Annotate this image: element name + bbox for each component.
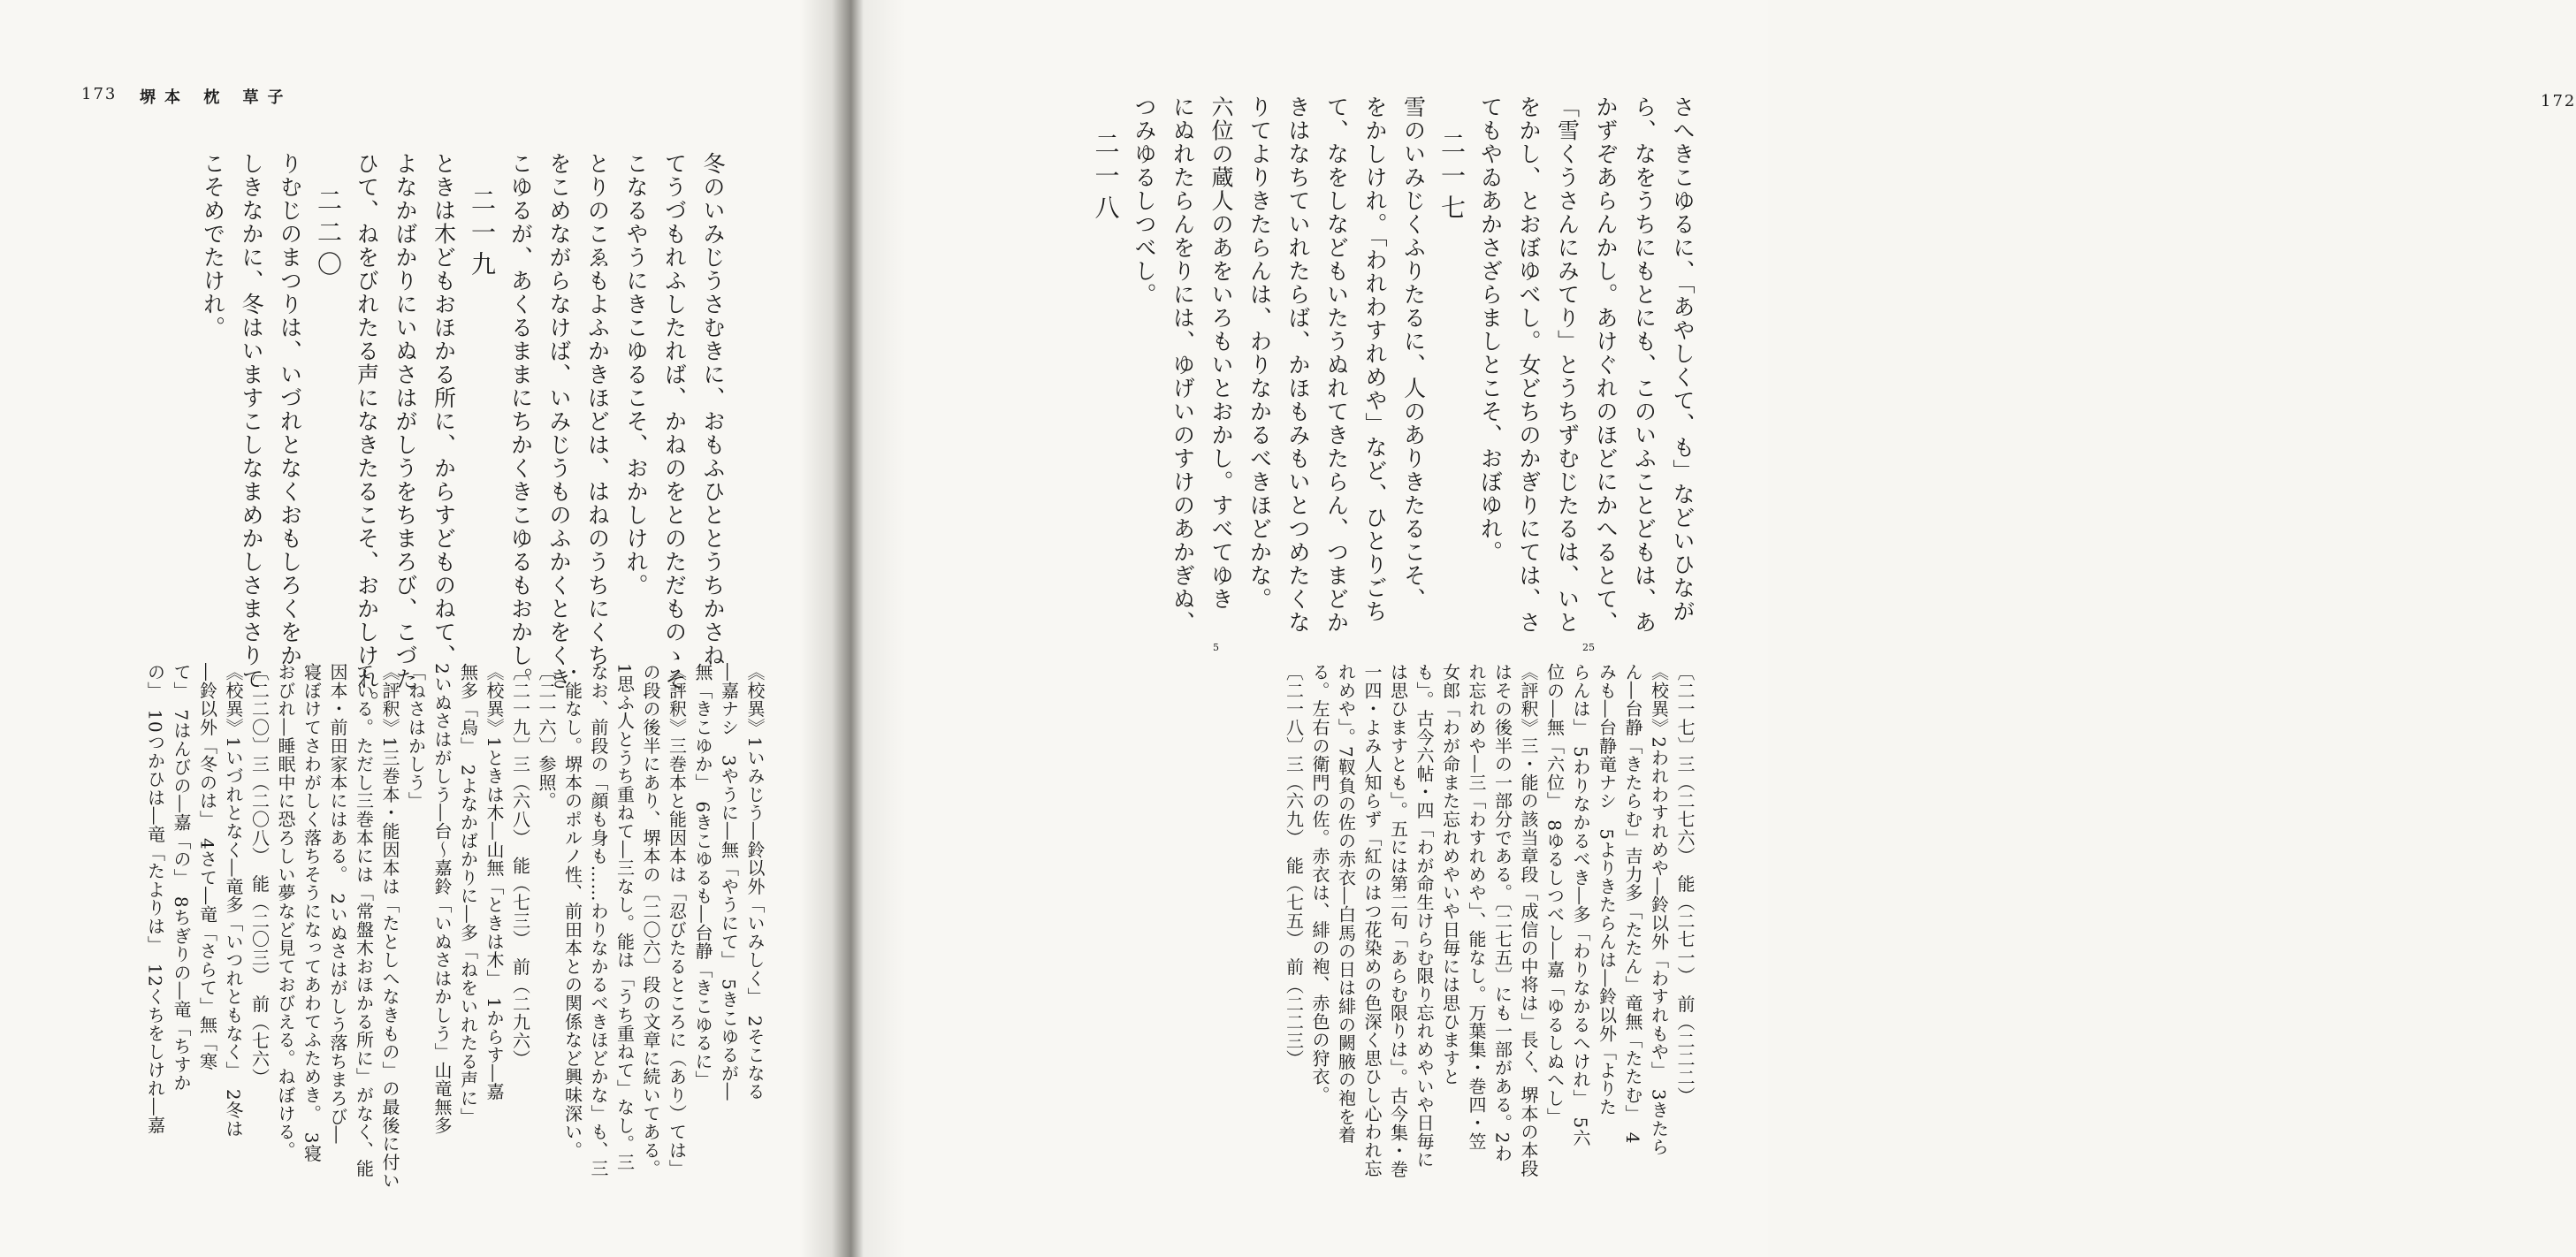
left-comment-line: 《評釈》三巻本と能因本は「忍びたるところに（あり）ては」 [666, 663, 688, 1178]
right-commentary [990, 663, 1697, 1179]
left-comment-line: 2いぬさはがしう―台～嘉鈴「いぬさはかしう」山竜無多 [431, 663, 453, 1135]
right-main-line: かずぞあらんかし。あけぐれのほどにかへるとて、 [1593, 95, 1619, 635]
right-main-line: てもやゐあかさざらましとこそ、おぼゆれ。 [1477, 95, 1504, 564]
left-main-line: こなるやうにきこゆるこそ、おかしけれ。 [623, 152, 649, 598]
right-comment-line: 女郎「わが命また忘れめやいや日毎には思ひますと [1439, 663, 1461, 1086]
right-comment-line: らんは」 5わりなかるべき―多「わりなかるへけれ」 5六 [1570, 663, 1591, 1147]
left-comment-line: 寝ぼけてさわがしく落ちそうになってあわてふためき。 3寝 [301, 663, 323, 1163]
right-comment-line: も」。古今六帖・四「わが命生けらむ限り忘れめやいや日毎に [1414, 663, 1435, 1169]
line-marker-5: 5 [1213, 642, 1219, 653]
left-main-text [60, 152, 732, 714]
left-comment-line: て」 7はんびの―嘉「の」 8ちぎりの―竜「ちすか [171, 663, 192, 1093]
right-main-line: て、なをしなどもいたうぬれてきたらん、つまどか [1323, 95, 1350, 635]
left-main-line: とりのこゑもよふかきほどは、はねのうちにくち [584, 152, 611, 667]
right-comment-line: 〔二一七〕三（二七六） 能（二七一） 前（二二二） [1674, 663, 1696, 1105]
left-main-line: こゆるが、あくるままにちかくきこゆるもおかし。 [507, 152, 534, 691]
left-comment-line: ・能なし。堺本のポルノ性、前田本との関係など興味深い。 [561, 663, 583, 1160]
left-comment-line: 《校異》1ときは木―山無「ときは木」 1からす―嘉 [484, 663, 505, 1101]
left-main-line: よなかばかりにいぬさはがしうをちまろび、こづた [392, 152, 418, 691]
right-comment-line: る。左右の衛門の佐。赤衣は、緋の袍、赤色の狩衣。 [1309, 663, 1330, 1105]
left-comment-line: 《校異》1いみじう―鈴以外「いみしく」 2そこなる [744, 663, 766, 1101]
left-main-line: 冬のいみじうさむきに、おもふひととうちかさね [700, 152, 726, 667]
left-comment-line: 《評釈》1三巻本・能因本は「たとしへなきもの」の最後に付い [379, 663, 400, 1190]
right-main-line: きはなちていれたらば、かほもみもいとつめたくな [1285, 95, 1311, 635]
right-comment-line: 《評釈》三・能の該当章段「成信の中将は」長く、堺本の本段 [1518, 663, 1539, 1178]
left-comment-line: 無多「烏」 2よなかばかりに―多「ねをいれたる声に」 [457, 663, 479, 1126]
left-page-number: 173 [81, 85, 118, 103]
left-comment-line: 〔二一六〕参照。 [536, 663, 557, 811]
right-main-line: ら、なをうちにもとにも、このいふことどもは、あ [1631, 95, 1658, 635]
left-comment-line: なお、前段の「顔も身も……わりなかるべきほどかな」も、三 [588, 663, 609, 1178]
right-main-line: 「雪くうさんにみてり」とうちずむじたるは、いと [1554, 95, 1581, 635]
right-comment-line: は思ひますとも」。五には第二句「あらむ限りは」。古今集・巻 [1387, 663, 1409, 1179]
left-comment-line: ている。ただし三巻本には「常盤木おほかる所に」がなく、能 [353, 663, 375, 1178]
right-comment-line: 一四・よみ人知らず「紅のはつ花染めの色深く思ひし心われ忘 [1361, 663, 1383, 1178]
left-comment-line: 《校異》1いづれとなく―竜多「いつれともなく」 2冬は [223, 663, 244, 1139]
left-commentary [60, 663, 767, 1190]
right-main-line: りてよりきたらんは、わりなかるべきほどかな。 [1246, 95, 1273, 611]
right-comment-line: ん―台静「きたらむ」吉力多「たたん」竜無「たたむ」 4 [1622, 663, 1643, 1145]
left-main-line: りむじのまつりは、いづれとなくおもしろくをか [277, 152, 303, 667]
right-main-line: にぬれたらんをりには、ゆげいのすけのあかぎぬ、 [1170, 95, 1196, 635]
left-comment-line: 無「きこゆか」 6きこゆるも―台静「きこゆるに」 [692, 663, 713, 1089]
right-main-line: 雪のいみじくふりたるに、人のありきたるこそ、 [1400, 95, 1427, 611]
right-comment-line: みも―台静竜ナシ 5よりきたらんは―鈴以外「よりた [1596, 663, 1618, 1116]
left-main-line: こそめでたけれ。 [200, 152, 226, 339]
right-comment-line: れめや」。7靫負の佐の赤衣―白馬の日は緋の闕腋の袍を着 [1335, 663, 1357, 1145]
left-running-title: 堺本 枕 草子 [140, 88, 293, 107]
right-comment-line: れ忘れめや―三「わすれめや」、能なし。万葉集・巻四・笠 [1466, 663, 1487, 1151]
right-main-line: 二一七 [1437, 131, 1467, 226]
left-main-line: 二一九 [468, 187, 497, 283]
right-main-line: さへきこゆるに、「あやしくて、も」などいひなが [1670, 95, 1696, 623]
left-comment-line: 因本・前田家本にはある。 2いぬさはがしう落ちまろび― [327, 663, 348, 1145]
right-main-text [977, 95, 1702, 679]
left-comment-line: 〔二一九〕三（六八） 能（七三） 前（二九六） [509, 663, 531, 1069]
left-main-line: をこめながらなけば、いみじうものふかくとをくき [546, 152, 572, 691]
left-main-line: てうづもれふしたれば、かねのをとのただものゝそ [661, 152, 688, 691]
left-main-line: しきなかに、冬はいますこしなまめかしさまさりて [239, 152, 264, 691]
right-main-line: をかしけれ。「われわすれめや」など、ひとりごち [1362, 95, 1388, 623]
line-marker-25: 25 [1582, 642, 1595, 653]
left-comment-line: ―鈴以外「冬のは」 4さて―竜「さらて」無「寒 [196, 663, 218, 1071]
right-comment-line: 〔二一八〕三（六九） 能（七五） 前（二二三） [1283, 663, 1305, 1069]
left-comment-line: の」 10つかひは―竜「たよりは」 12くちをしけれ―嘉 [144, 663, 166, 1135]
right-comment-line: 《校異》2われわすれめや―鈴以外「わすれもや」 3きたら [1648, 663, 1670, 1156]
right-comment-line: 位の―無「六位」 8ゆるしつべし―嘉「ゆるしぬへし」 [1543, 663, 1566, 1126]
right-page-number: 172 [2541, 92, 2576, 110]
left-comment-line: の段の後半にあり、堺本の〔二〇六〕段の文章に続いてある。 [640, 663, 661, 1178]
left-main-line: ひて、ねをびれたる声になきたるこそ、おかしけれ。 [354, 152, 380, 714]
left-comment-line: ―嘉ナシ 3やうに―無「やうにて」 5きこゆるが― [718, 663, 740, 1101]
right-main-line: つみゆるしつべし。 [1132, 95, 1157, 307]
left-page [0, 0, 849, 1257]
left-main-line: ときは木どもおほかる所に、からすどものねて、 [431, 152, 457, 667]
left-comment-line: 「ねさはかしう」 [405, 663, 427, 811]
right-comment-line: はその後半の一部分である。〔二七五〕にも一部がある。2わ [1491, 663, 1513, 1163]
left-comment-line: 〔二二〇〕三（二〇八） 能（二〇三） 前（七六） [248, 663, 271, 1087]
left-comment-line: おびれ―睡眠中に恐ろしい夢など見ておびえる。ねぼける。 [275, 663, 296, 1160]
right-main-line: 六位の蔵人のあをいろもいとおかし。すべてゆき [1208, 95, 1234, 611]
left-main-line: 二二〇 [314, 187, 343, 283]
left-comment-line: 1思ふ人とうち重ねて―三なし。能は「うち重ねて」なし。三 [614, 663, 636, 1172]
right-main-line: をかし、とおぼゆべし。女どちのかぎりにては、さ [1516, 95, 1542, 635]
book-gutter [800, 0, 906, 1257]
right-main-line: 二一八 [1091, 131, 1121, 226]
